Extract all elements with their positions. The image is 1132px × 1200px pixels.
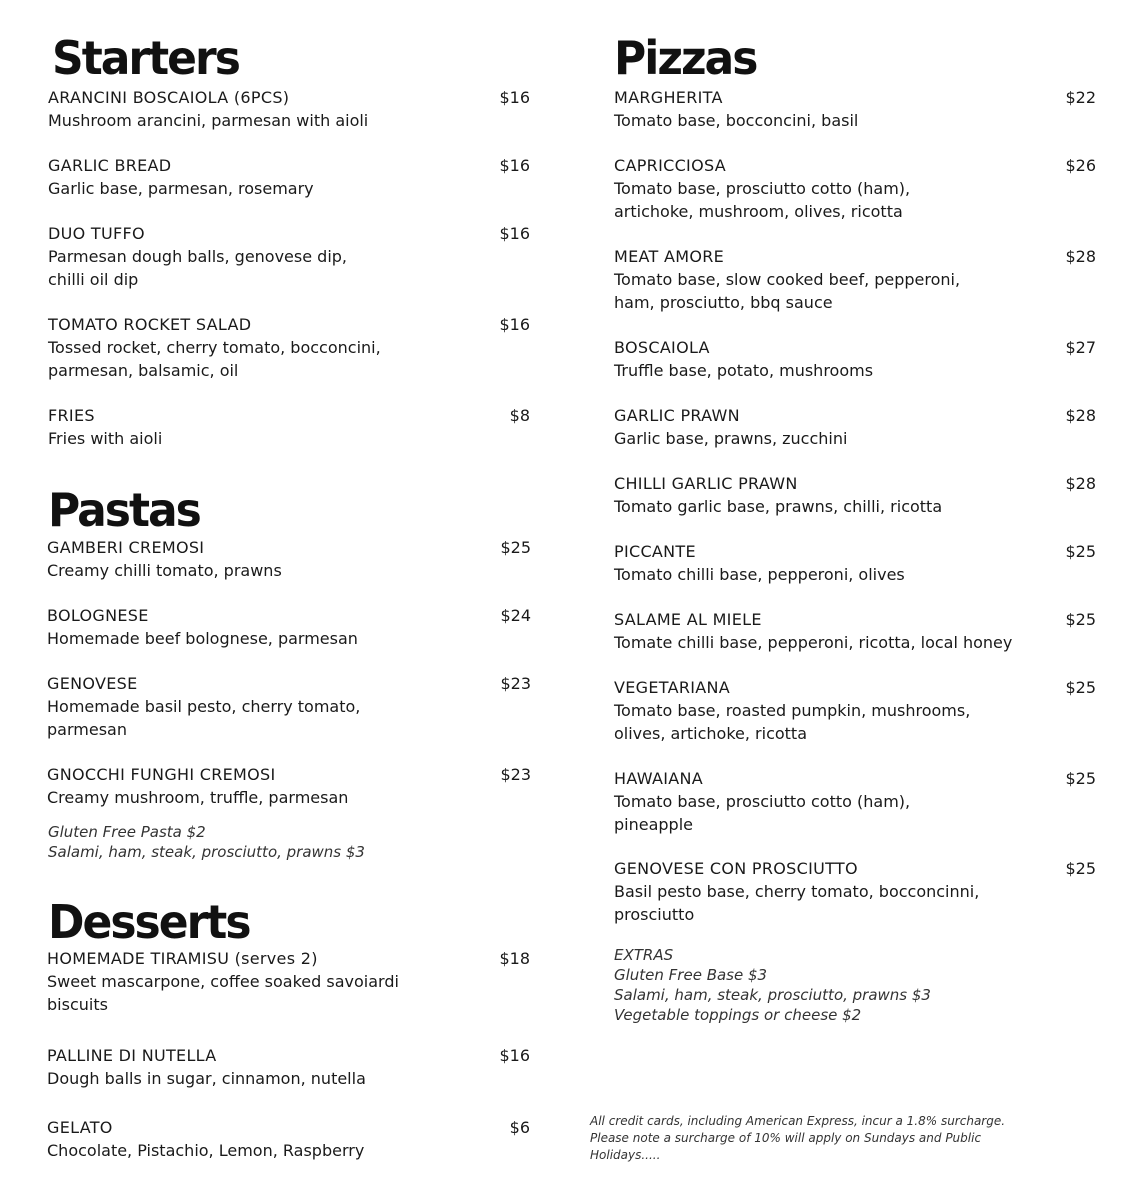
item-price: $25 (500, 538, 531, 557)
pizzas-heading: Pizzas (614, 31, 757, 86)
item-name: HOMEMADE TIRAMISU (serves 2) (47, 949, 318, 968)
item-name: HAWAIANA (614, 769, 703, 788)
item-description: Homemade basil pesto, cherry tomato, parmesan (47, 697, 361, 739)
note-line: Gluten Free Base $3 (614, 966, 768, 984)
note-line: Salami, ham, steak, prosciutto, prawns $3 (48, 843, 365, 861)
menu-item-garlic-prawn (614, 404, 1096, 450)
item-name: VEGETARIANA (614, 678, 731, 697)
item-name: GELATO (47, 1118, 113, 1137)
menu-item-garlic-bread (48, 154, 530, 200)
item-price: $25 (1065, 678, 1096, 697)
item-price: $25 (1065, 610, 1096, 629)
footer-line: Holidays..... (590, 1148, 661, 1162)
menu-item-capricciosa (614, 154, 1096, 223)
item-price: $16 (499, 88, 530, 107)
item-name: MEAT AMORE (614, 247, 725, 266)
menu-item-salame-al-miele (614, 608, 1096, 654)
item-price: $24 (500, 606, 531, 625)
note-line: Gluten Free Pasta $2 (48, 823, 206, 841)
item-price: $16 (499, 315, 530, 334)
menu-item-meat-amore (614, 245, 1096, 314)
note-line: EXTRAS (614, 946, 674, 964)
item-description: Tomato base, prosciutto cotto (ham), artichoke, mushroom, olives, ricotta (614, 179, 911, 221)
footer-line: All credit cards, including American Express, incur a 1.8% surcharge. (590, 1114, 1006, 1128)
item-description: Garlic base, parmesan, rosemary (48, 179, 314, 198)
surcharge-footer (590, 1113, 1050, 1164)
item-name: TOMATO ROCKET SALAD (48, 315, 252, 334)
item-name: FRIES (48, 406, 95, 425)
item-name: PALLINE DI NUTELLA (47, 1046, 217, 1065)
item-description: Tomato garlic base, prawns, chilli, ricotta (614, 497, 943, 516)
menu-item-tomato-rocket-salad (48, 313, 530, 382)
item-price: $27 (1065, 338, 1096, 357)
item-price: $23 (500, 674, 531, 693)
menu-item-vegetariana (614, 676, 1096, 745)
item-name: MARGHERITA (614, 88, 723, 107)
item-price: $28 (1065, 247, 1096, 266)
item-price: $25 (1065, 769, 1096, 788)
pizza-extras-note (614, 945, 931, 1025)
item-description: Tomato chilli base, pepperoni, olives (614, 565, 905, 584)
item-description: Sweet mascarpone, coffee soaked savoiardi biscuits (47, 972, 399, 1014)
footer-line: Please note a surcharge of 10% will apply on Sundays and Public (590, 1131, 982, 1145)
item-name: GENOVESE (47, 674, 138, 693)
menu-item-duo-tuffo (48, 222, 530, 291)
item-description: Tossed rocket, cherry tomato, bocconcini, parmesan, balsamic, oil (48, 338, 381, 380)
item-name: PICCANTE (614, 542, 696, 561)
menu-item-arancini (48, 86, 530, 132)
item-price: $16 (499, 224, 530, 243)
item-name: BOSCAIOLA (614, 338, 710, 357)
pasta-extras-note (48, 822, 365, 862)
item-description: Tomato base, bocconcini, basil (614, 111, 859, 130)
menu-item-boscaiola (614, 336, 1096, 382)
menu-item-tiramisu (47, 947, 530, 1016)
item-description: Dough balls in sugar, cinnamon, nutella (47, 1069, 366, 1088)
item-price: $23 (500, 765, 531, 784)
item-name: SALAME AL MIELE (614, 610, 762, 629)
item-description: Homemade beef bolognese, parmesan (47, 629, 358, 648)
item-description: Truffle base, potato, mushrooms (614, 361, 874, 380)
item-description: Mushroom arancini, parmesan with aioli (48, 111, 369, 130)
starters-heading: Starters (52, 31, 239, 86)
menu-item-genovese (47, 672, 531, 741)
item-name: BOLOGNESE (47, 606, 149, 625)
item-description: Garlic base, prawns, zucchini (614, 429, 848, 448)
item-price: $8 (509, 406, 530, 425)
menu-item-chilli-garlic-prawn (614, 472, 1096, 518)
item-name: CHILLI GARLIC PRAWN (614, 474, 798, 493)
item-price: $28 (1065, 406, 1096, 425)
menu-item-bolognese (47, 604, 531, 650)
item-description: Creamy chilli tomato, prawns (47, 561, 282, 580)
menu-item-gelato (47, 1116, 530, 1162)
item-description: Chocolate, Pistachio, Lemon, Raspberry (47, 1141, 365, 1160)
item-name: ARANCINI BOSCAIOLA (6PCS) (48, 88, 290, 107)
item-name: GENOVESE CON PROSCIUTTO (614, 859, 858, 878)
item-name: GARLIC BREAD (48, 156, 172, 175)
item-price: $28 (1065, 474, 1096, 493)
item-description: Parmesan dough balls, genovese dip, chilli oil dip (48, 247, 348, 289)
desserts-heading: Desserts (48, 895, 250, 950)
item-name: GARLIC PRAWN (614, 406, 740, 425)
item-price: $16 (499, 1046, 530, 1065)
item-description: Tomate chilli base, pepperoni, ricotta, local honey (614, 633, 1013, 652)
menu-item-palline-nutella (47, 1044, 530, 1090)
item-price: $18 (499, 949, 530, 968)
item-price: $25 (1065, 542, 1096, 561)
item-description: Tomato base, roasted pumpkin, mushrooms, olives, artichoke, ricotta (614, 701, 971, 743)
pastas-heading: Pastas (48, 483, 200, 538)
item-price: $22 (1065, 88, 1096, 107)
item-description: Tomato base, slow cooked beef, pepperoni, ham, prosciutto, bbq sauce (614, 270, 961, 312)
menu-item-fries (48, 404, 530, 450)
menu-item-margherita (614, 86, 1096, 132)
item-name: DUO TUFFO (48, 224, 145, 243)
item-name: CAPRICCIOSA (614, 156, 726, 175)
item-name: GAMBERI CREMOSI (47, 538, 205, 557)
item-description: Tomato base, prosciutto cotto (ham), pineapple (614, 792, 911, 834)
note-line: Salami, ham, steak, prosciutto, prawns $3 (614, 986, 931, 1004)
item-price: $16 (499, 156, 530, 175)
item-description: Creamy mushroom, truffle, parmesan (47, 788, 349, 807)
item-price: $6 (509, 1118, 530, 1137)
menu-item-piccante (614, 540, 1096, 586)
menu-item-gnocchi-funghi (47, 763, 531, 809)
item-price: $25 (1065, 859, 1096, 878)
menu-item-hawaiana (614, 767, 1096, 836)
menu-item-gamberi-cremosi (47, 536, 531, 582)
note-line: Vegetable toppings or cheese $2 (614, 1006, 862, 1024)
item-name: GNOCCHI FUNGHI CREMOSI (47, 765, 276, 784)
menu-item-genovese-con-prosciutto (614, 857, 1096, 926)
item-description: Basil pesto base, cherry tomato, bocconcinni, prosciutto (614, 882, 980, 924)
item-price: $26 (1065, 156, 1096, 175)
item-description: Fries with aioli (48, 429, 163, 448)
